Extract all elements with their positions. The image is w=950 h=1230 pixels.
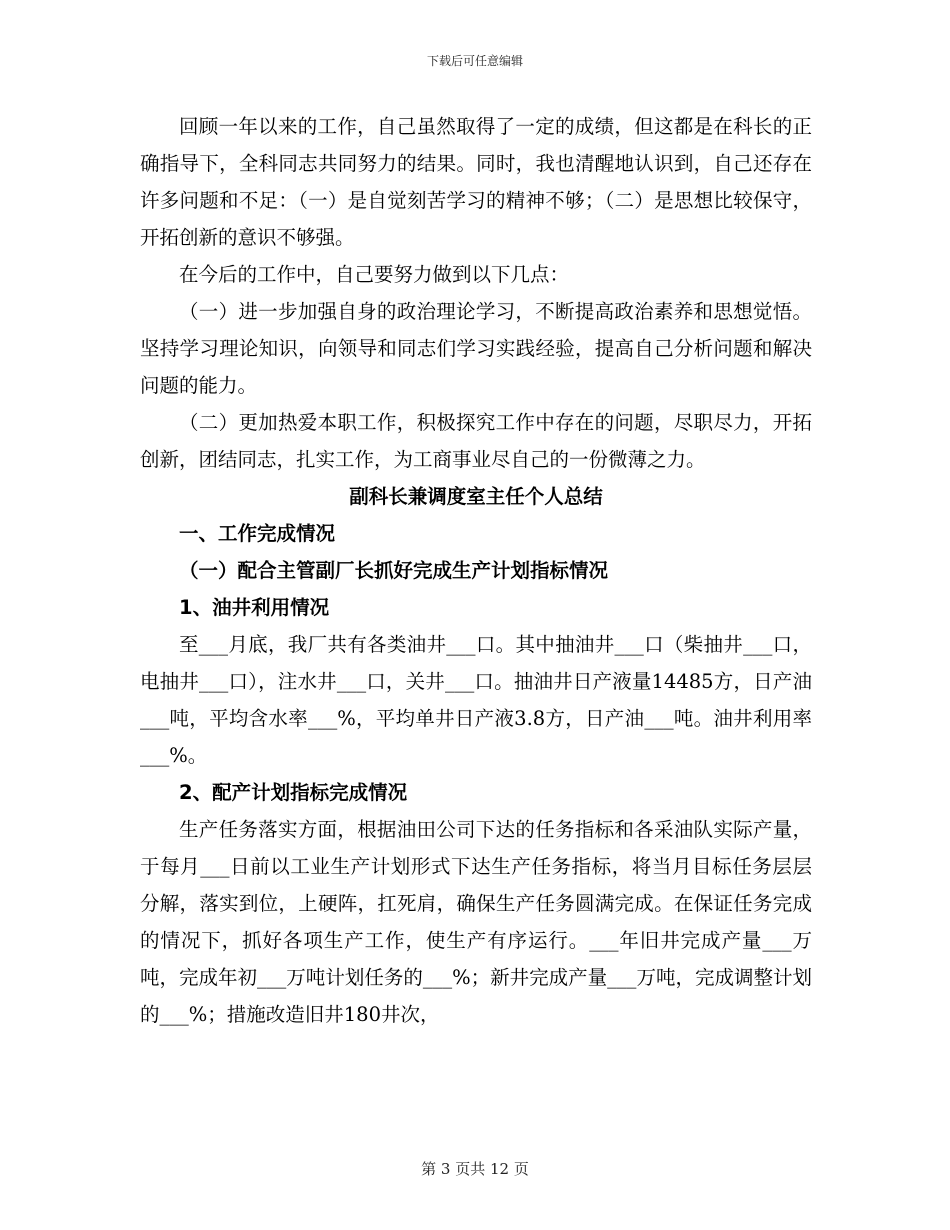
page-footer: 第 3 页共 12 页: [421, 1160, 529, 1178]
heading-production-plan: （一）配合主管副厂长抓好完成生产计划指标情况: [179, 559, 609, 582]
heading-well-utilization: 1、油井利用情况: [179, 596, 330, 619]
heading-plan-completion: 2、配产计划指标完成情况: [179, 781, 408, 804]
paragraph-point-1: （一）进一步加强自身的政治理论学习，不断提高政治素养和思想觉悟。坚持学习理论知识，向领导和同志们学习实践经验，提高自己分析问题和解决问题的能力。: [140, 300, 812, 397]
section-title: 副科长兼调度室主任个人总结: [349, 485, 603, 508]
paragraph-well-stats: 至___月底，我厂共有各类油井___口。其中抽油井___口（柴抽井___口，电抽井___口），注水井___口，关井___口。抽油井日产液量14485方，日产油___吨，平均含水率___%，平均单井日产液3.8方，日产油___吨。油井利用率___%。: [140, 633, 812, 767]
page-header: 下载后可任意编辑: [426, 54, 523, 68]
heading-work-completion: 一、工作完成情况: [179, 522, 336, 545]
document-body: [140, 108, 812, 1033]
paragraph-review: 回顾一年以来的工作，自己虽然取得了一定的成绩，但这都是在科长的正确指导下，全科同志共同努力的结果。同时，我也清醒地认识到，自己还存在许多问题和不足：（一）是自觉刻苦学习的精神不够；（二）是思想比较保守，开拓创新的意识不够强。: [140, 115, 812, 249]
paragraph-plan-details: 生产任务落实方面，根据油田公司下达的任务指标和各采油队实际产量，于每月___日前以工业生产计划形式下达生产任务指标，将当月目标任务层层分解，落实到位，上硬阵，扛死肩，确保生产任务圆满完成。在保证任务完成的情况下，抓好各项生产工作，使生产有序运行。___年旧井完成产量___万吨，完成年初___万吨计划任务的___%；新井完成产量___万吨，完成调整计划的___%；措施改造旧井180井次，: [140, 818, 812, 1026]
paragraph-point-2: （二）更加热爱本职工作，积极探究工作中存在的问题，尽职尽力，开拓创新，团结同志，扎实工作，为工商事业尽自己的一份微薄之力。: [140, 411, 812, 471]
paragraph-future-intro: 在今后的工作中，自己要努力做到以下几点：: [179, 263, 570, 286]
